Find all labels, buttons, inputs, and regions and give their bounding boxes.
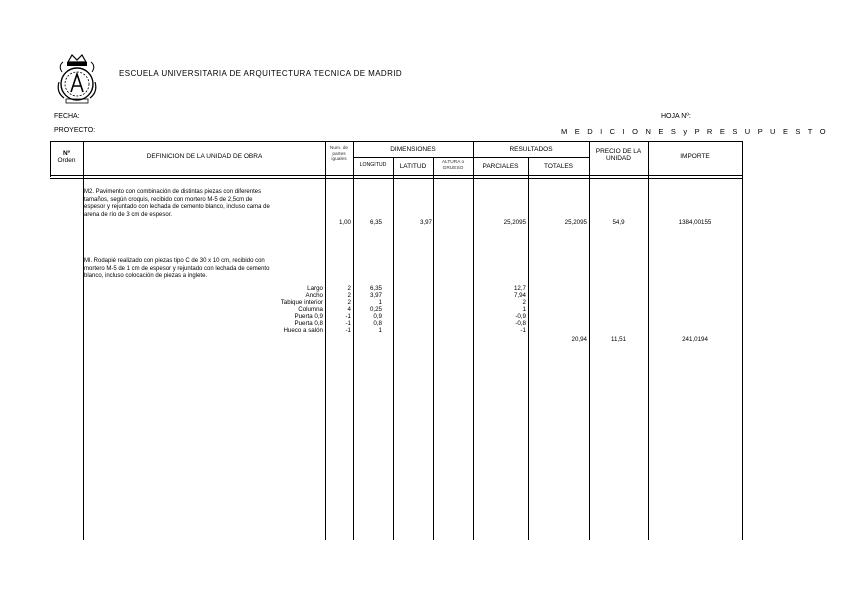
subline-partes: 4 bbox=[347, 306, 351, 313]
subline-partes: -1 bbox=[345, 320, 351, 327]
fecha-label: FECHA: bbox=[54, 113, 80, 120]
subline-partes: -1 bbox=[345, 327, 351, 334]
item-1-desc-line: M2. Pavimento con combinación de distintas piezas con diferentes bbox=[84, 189, 262, 195]
header-orden-2: Orden bbox=[57, 157, 76, 165]
item-2-totales: 20,94 bbox=[571, 336, 587, 343]
item-1-parciales: 25,2095 bbox=[503, 219, 526, 226]
mediciones-title: M E D I C I O N E S y P R E S U P U E S T O bbox=[561, 127, 829, 136]
subline-parcial: 7,94 bbox=[513, 292, 526, 299]
subline-parcial: 1 bbox=[522, 306, 526, 313]
item-2-description bbox=[84, 258, 324, 281]
item-1-partes: 1,00 bbox=[338, 219, 351, 226]
subline-label: Tabique interior bbox=[280, 299, 323, 306]
item-1-desc-line: arena de río de 3 cm de espesor. bbox=[84, 211, 173, 218]
subline-longitud: 1 bbox=[378, 327, 382, 334]
header-precio bbox=[589, 148, 648, 163]
subline-parcial: 12,7 bbox=[513, 285, 526, 292]
subline-label: Hueco a salón bbox=[283, 327, 323, 334]
subline-longitud: 0,8 bbox=[373, 320, 382, 327]
header-num-partes-1: Num. de bbox=[329, 146, 349, 151]
item-1-precio: 54,9 bbox=[612, 219, 625, 226]
item-1-longitud: 6,35 bbox=[369, 219, 382, 226]
header-latitud: LATITUD bbox=[399, 163, 427, 170]
header-num-partes-2: partes bbox=[332, 151, 346, 157]
item-2-desc-line: blanco, incluso colocación de piezas a inglete. bbox=[84, 273, 208, 280]
item-2-desc-line: Ml. Rodapié realizado con piezas tipo C de 30 x 10 cm, recibido con bbox=[84, 258, 265, 264]
header-resultados: RESULTADOS bbox=[509, 146, 553, 153]
header-altura-2: GRUESO bbox=[442, 165, 464, 171]
subline-parcial: -0,9 bbox=[515, 313, 526, 320]
header-altura-1: ALTURA o bbox=[441, 160, 465, 165]
header-parciales: PARCIALES bbox=[482, 163, 519, 170]
item-1-latitud: 3,97 bbox=[419, 219, 432, 226]
header-definicion: DEFINICION DE LA UNIDAD DE OBRA bbox=[146, 153, 263, 160]
subline-parcial: 2 bbox=[522, 299, 526, 306]
school-name: ESCUELA UNIVERSITARIA DE ARQUITECTURA TECNICA DE MADRID bbox=[119, 69, 403, 78]
subline-partes: -1 bbox=[345, 313, 351, 320]
subline-label: Puerta 0,8 bbox=[294, 320, 323, 327]
subline-parcial: -0,8 bbox=[515, 320, 526, 327]
subline-longitud: 6,35 bbox=[369, 285, 382, 292]
item-1-desc-line: tamaños, según croquis, recibido con mortero M-5 de 2,5cm de bbox=[84, 196, 253, 203]
item-1-desc-line: espesor y rejuntado con lechada de cemento blanco, incluso cama de bbox=[84, 204, 270, 211]
header-orden-1: Nº bbox=[62, 150, 71, 157]
item-1-importe: 1384,00155 bbox=[678, 219, 712, 226]
subline-longitud: 3,97 bbox=[369, 292, 382, 299]
proyecto-label: PROYECTO: bbox=[54, 127, 96, 134]
subline-label: Puerta 0,9 bbox=[294, 313, 323, 320]
header-precio-1: PRECIO DE LA bbox=[595, 148, 642, 155]
subline-longitud: 0,9 bbox=[373, 313, 382, 320]
subline-longitud: 0,25 bbox=[369, 306, 382, 313]
subline-partes: 2 bbox=[347, 285, 351, 292]
header-precio-2: UNIDAD bbox=[606, 155, 631, 163]
header-importe: IMPORTE bbox=[680, 153, 710, 160]
header-dimensiones: DIMENSIONES bbox=[390, 146, 436, 153]
header-orden bbox=[50, 150, 83, 165]
item-2-importe: 241,0194 bbox=[682, 336, 708, 343]
subline-parcial: -1 bbox=[520, 327, 526, 334]
item-1-description bbox=[84, 189, 324, 219]
subline-partes: 2 bbox=[347, 292, 351, 299]
hoja-label: HOJA Nº: bbox=[661, 113, 691, 120]
subline-label: Columna bbox=[298, 306, 323, 313]
subline-longitud: 1 bbox=[378, 299, 382, 306]
university-seal-logo bbox=[54, 52, 100, 106]
header-longitud: LONGITUD bbox=[359, 162, 387, 168]
header-totales: TOTALES bbox=[543, 163, 574, 170]
item-2-desc-line: mortero M-5 de 1 cm de espesor y rejuntado con lechada de cemento bbox=[84, 265, 270, 272]
item-2-precio: 11,51 bbox=[610, 336, 627, 343]
subline-label: Largo bbox=[307, 285, 323, 292]
header-altura bbox=[433, 160, 473, 171]
item-1-totales: 25,2095 bbox=[564, 219, 587, 226]
header-num-partes bbox=[325, 146, 353, 163]
subline-partes: 2 bbox=[347, 299, 351, 306]
header-num-partes-3: iguales bbox=[331, 157, 347, 163]
subline-label: Ancho bbox=[305, 292, 323, 299]
